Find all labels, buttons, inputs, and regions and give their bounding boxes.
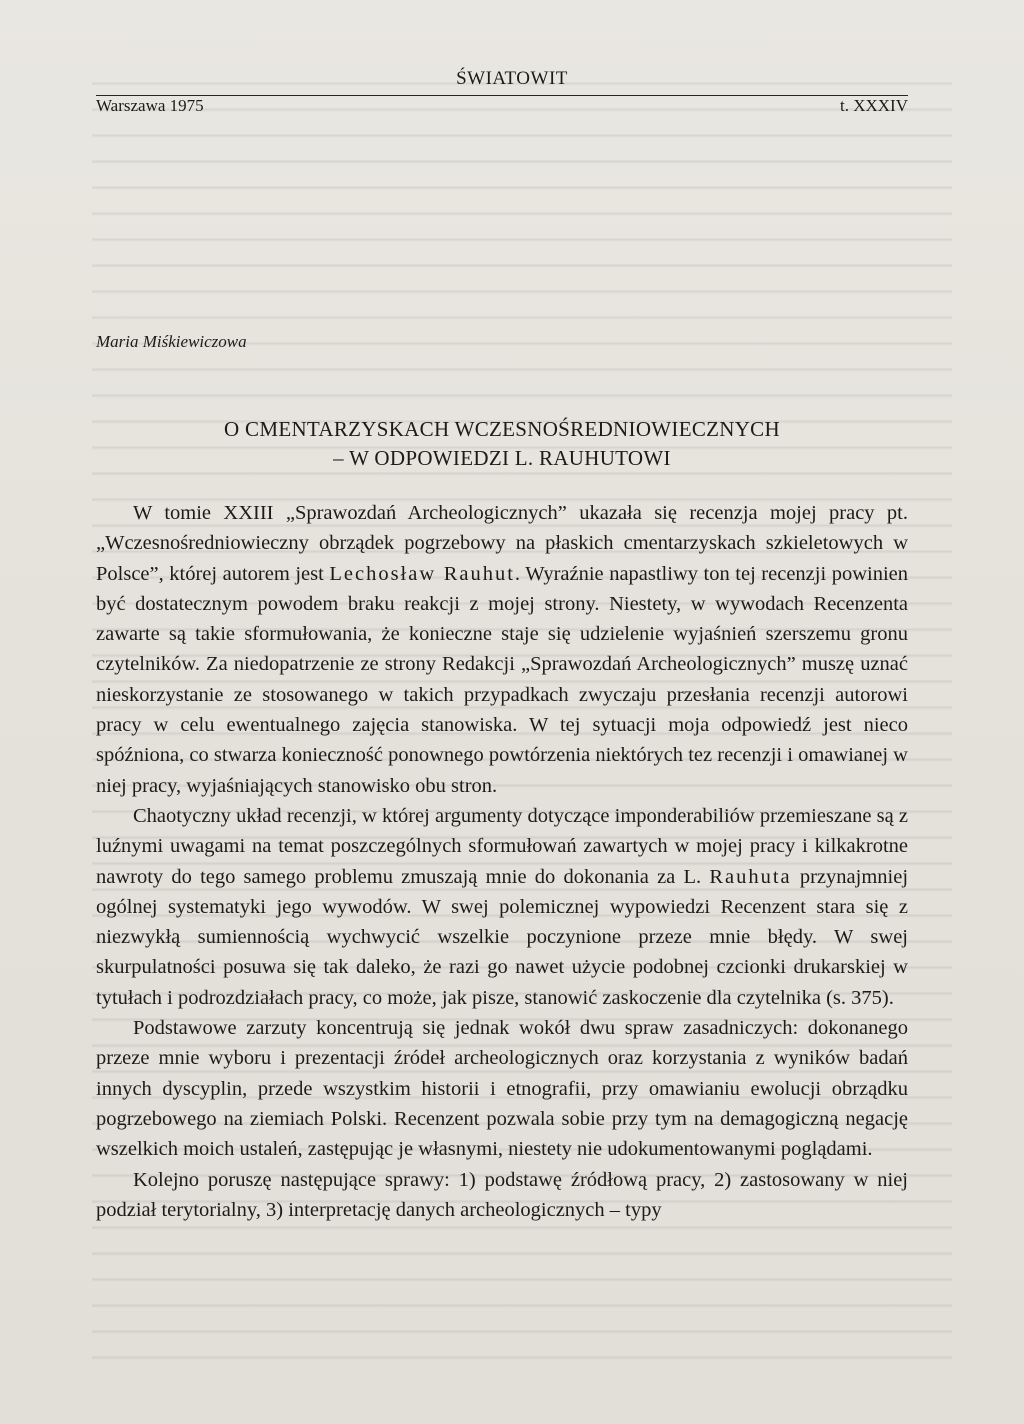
article-title [96,415,908,473]
paragraph-1-text-a: W tomie XXIII „Sprawozdań Archeologicznych” ukazała się recenzja mojej pracy pt. „Wczesnośredniowieczny obrządek pogrzebowy na płaskich cmentarzyskach szkieletowych w Polsce”, której autorem jest [96,502,908,585]
article-body [96,498,908,1225]
volume-number: t. XXXIV [840,96,908,115]
paragraph-1-text-b: . Wyraźnie napastliwy ton tej recenzji powinien być dostatecznym powodem braku reakcji z mojej strony. Niestety, w wywodach Recenzenta zawarte są takie sformułowania, że konieczne staje się udzielenie wyjaśnień szerszemu gronu czytelników. Za niedopatrzenie ze strony Redakcji „Sprawozdań Archeologicznych” muszę uznać nieskorzystanie ze stosowanego w takich przypadkach zwyczaju przesłania recenzji autorowi pracy w celu ewentualnego zajęcia stanowiska. W tej sytuacji moja odpowiedź jest nieco spóźniona, co stwarza konieczność ponownego powtórzenia niektórych tez recenzji i omawianej w niej pracy, wyjaśniających stanowisko obu stron. [96,562,909,797]
paragraph-1 [96,498,908,801]
paragraph-3: Podstawowe zarzuty koncentrują się jednak wokół dwu spraw zasadniczych: dokonanego przeze mnie wyboru i prezentacji źródeł archeologicznych oraz korzystania z wyników badań innych dyscyplin, przede wszystkim historii i etnografii, przy omawianiu ewolucji obrządku pogrzebowego na ziemiach Polski. Recenzent pozwala sobie przy tym na demagogiczną negację wszelkich moich ustaleń, zastępując je własnymi, niestety nie udokumentowanymi poglądami. [96,1017,908,1161]
paragraph-2-text-a: Chaotyczny układ recenzji, w której argumenty dotyczące imponderabiliów przemieszane są z luźnymi uwagami na temat poszczególnych sformułowań zawartych w mojej pracy i kilkakrotne nawroty do tego samego problemu zmuszają mnie do dokonania za L. [96,804,908,888]
article-title-line-2: – W ODPOWIEDZI L. RAUHUTOWI [333,446,671,470]
paragraph-4: Kolejno poruszę następujące sprawy: 1) podstawę źródłową pracy, 2) zastosowany w niej podział terytorialny, 3) interpretację danych archeologicznych – typy [96,1168,908,1221]
reviewer-surname: Rauhuta [709,865,792,888]
journal-title: ŚWIATOWIT [456,68,568,89]
reviewer-name: Lechosław Rauhut [329,562,515,585]
paragraph-2-text-b: przynajmniej ogólnej systematyki jego wywodów. W swej polemicznej wypowiedzi Recenzent stara się z niezwykłą sumiennością wychwycić wszelkie poczynione przeze mnie błędy. W swej skurpulatności posuwa się tak daleko, że razi go nawet użycie podobnej czcionki drukarskiej w tytułach i podrozdziałach pracy, co może, jak pisze, stanowić zaskoczenie dla czytelnika (s. 375). [96,865,909,1009]
place-and-year: Warszawa 1975 [96,96,204,115]
paragraph-2 [96,801,908,1013]
article-author: Maria Miśkiewiczowa [96,332,247,351]
article-title-line-1: O CMENTARZYSKACH WCZESNOŚREDNIOWIECZNYCH [224,417,780,441]
header-rule [96,95,908,96]
